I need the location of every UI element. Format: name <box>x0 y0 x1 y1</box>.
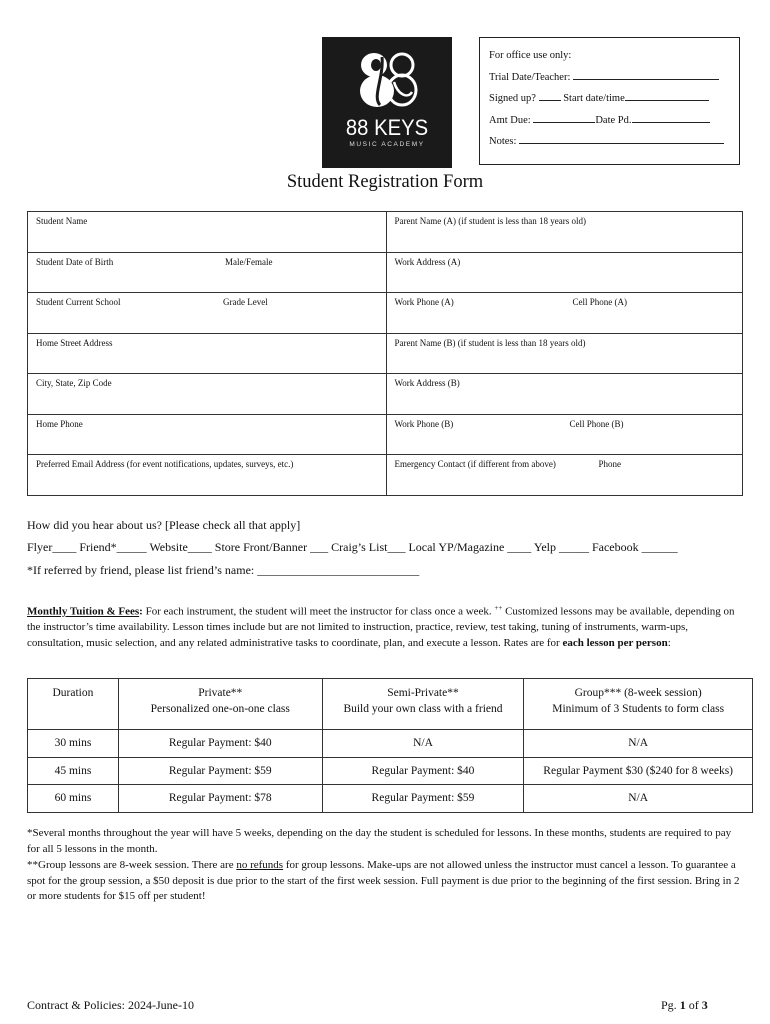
registration-table <box>27 211 743 496</box>
no-refunds-text: no refunds <box>236 859 284 871</box>
home-phone-field[interactable]: Home Phone <box>28 414 387 455</box>
hear-question: How did you hear about us? [Please check all that apply] <box>27 518 301 532</box>
cell-phone-b-label: Cell Phone (B) <box>569 418 624 429</box>
tuition-heading: Monthly Tuition & Fees <box>27 605 140 618</box>
email-field[interactable]: Preferred Email Address (for event notifications, updates, surveys, etc.) <box>28 455 387 496</box>
parent-a-field[interactable]: Parent Name (A) (if student is less than 18 years old) <box>386 212 743 253</box>
table-cell: Regular Payment: $40 <box>322 757 524 785</box>
table-row <box>28 785 753 813</box>
table-cell: Regular Payment: $40 <box>118 730 322 758</box>
table-cell: 45 mins <box>28 757 119 785</box>
table-cell: Regular Payment: $59 <box>322 785 524 813</box>
referral-line[interactable]: *If referred by friend, please list friend’s name: ___________________________ <box>27 563 420 577</box>
city-state-zip-field[interactable]: City, State, Zip Code <box>28 374 387 415</box>
emergency-contact-field[interactable]: Emergency Contact (if different from above) Phone <box>386 455 743 496</box>
music-note-logo-icon <box>322 37 452 117</box>
signed-label: Signed up? <box>489 93 536 104</box>
trial-label: Trial Date/Teacher: <box>489 71 571 83</box>
page-number: Pg. 1 of 3 <box>661 998 708 1012</box>
office-heading: For office use only: <box>489 50 572 61</box>
footer-contract: Contract & Policies: 2024-June-10 <box>27 998 194 1012</box>
reg-row <box>28 374 743 415</box>
work-phone-a-field[interactable]: Work Phone (A) Cell Phone (A) <box>386 293 743 334</box>
reg-row <box>28 414 743 455</box>
footnote-5-weeks: *Several months throughout the year will have 5 weeks, depending on the day the student is scheduled for lessons. In these months, students are required to pay for all 5 lessons in the month. <box>27 827 732 855</box>
notes-field[interactable] <box>519 133 724 144</box>
logo-subtitle: MUSIC ACADEMY <box>349 141 425 148</box>
table-cell: N/A <box>524 785 753 813</box>
start-label: Start date/time <box>563 93 625 104</box>
reg-row <box>28 455 743 496</box>
reg-row <box>28 333 743 374</box>
amt-label: Amt Due: <box>489 114 531 126</box>
footnote-group-lessons: **Group lessons are 8-week session. There are no refunds for group lessons. Make-ups are not allowed unless the instructor must cancel a lesson. To guarantee a spot for the group session, a $50 deposit is due prior to the start of the first week session. Full payment is due prior to the beginning of the first session. Bring in 2 or more students for $15 off per student! <box>27 859 740 903</box>
work-address-b-field[interactable]: Work Address (B) <box>386 374 743 415</box>
tuition-table <box>27 678 753 813</box>
table-cell: 60 mins <box>28 785 119 813</box>
dob-field[interactable]: Student Date of Birth Male/Female <box>28 252 387 293</box>
student-name-field[interactable]: Student Name <box>28 212 387 253</box>
tuition-paragraph: Monthly Tuition & Fees: For each instrument, the student will meet the instructor for class once a week. ++ Customized lessons may be available, depending on the instructor’s time availability. Lesson times include but are not limited to instruction, practice, review, test taking, tuning of instruments, warm-ups, consultation, music selection, and any related administrative tasks to coordinate, plan, and execute a lesson. Rates are for each lesson per person: <box>27 604 735 649</box>
hear-options[interactable]: Flyer____ Friend*_____ Website____ Store Front/Banner ___ Craig’s List___ Local YP/Magazine ____ Yelp _____ Facebook ______ <box>27 540 678 554</box>
table-cell: Regular Payment $30 ($240 for 8 weeks) <box>524 757 753 785</box>
gender-label: Male/Female <box>225 256 273 267</box>
home-address-field[interactable]: Home Street Address <box>28 333 387 374</box>
work-address-a-field[interactable]: Work Address (A) <box>386 252 743 293</box>
parent-b-field[interactable]: Parent Name (B) (if student is less than 18 years old) <box>386 333 743 374</box>
date-pd-label: Date Pd. <box>595 114 632 126</box>
table-cell: Regular Payment: $78 <box>118 785 322 813</box>
notes-label: Notes: <box>489 136 517 147</box>
table-cell: N/A <box>322 730 524 758</box>
table-cell: N/A <box>524 730 753 758</box>
school-field[interactable]: Student Current School Grade Level <box>28 293 387 334</box>
reg-row <box>28 212 743 253</box>
signed-field[interactable] <box>539 90 561 101</box>
header-group: Group*** (8-week session) Minimum of 3 Students to form class <box>524 679 753 730</box>
start-field[interactable] <box>625 90 709 101</box>
trial-field[interactable] <box>573 69 719 80</box>
logo-title: 88 KEYS <box>345 115 429 140</box>
lesson-unit: each lesson per person <box>562 636 668 649</box>
date-pd-field[interactable] <box>632 112 710 123</box>
table-cell: 30 mins <box>28 730 119 758</box>
header-private: Private** Personalized one-on-one class <box>118 679 322 730</box>
academy-logo <box>322 37 452 168</box>
reg-row <box>28 252 743 293</box>
table-row <box>28 730 753 758</box>
reg-row <box>28 293 743 334</box>
grade-label: Grade Level <box>223 297 268 307</box>
cell-phone-a-label: Cell Phone (A) <box>572 297 627 307</box>
tuition-header-row <box>28 679 753 730</box>
emergency-phone-label: Phone <box>598 459 621 469</box>
header-duration: Duration <box>28 679 119 730</box>
amt-field[interactable] <box>533 112 595 123</box>
table-cell: Regular Payment: $59 <box>118 757 322 785</box>
header-semi-private: Semi-Private** Build your own class with a friend <box>322 679 524 730</box>
work-phone-b-field[interactable]: Work Phone (B) Cell Phone (B) <box>386 414 743 455</box>
form-title: Student Registration Form <box>286 172 484 192</box>
office-use-box <box>479 37 740 165</box>
table-row <box>28 757 753 785</box>
